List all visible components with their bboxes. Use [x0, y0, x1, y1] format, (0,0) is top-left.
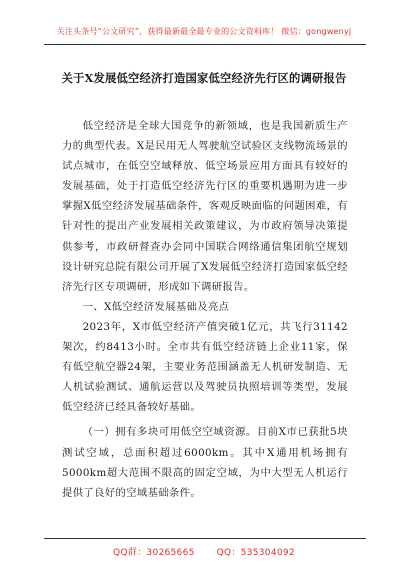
- document-body: [62, 116, 348, 503]
- header-banner: 关注头条号“公文研究”，获得最新最全最专业的公文资料库！ 微信：gongwenyj: [56, 27, 352, 36]
- intro-paragraph: 低空经济是全球大国竞争的新领域，也是我国新质生产力的典型代表。X是民用无人驾驶航空试验区支线物流场景的试点城市，在低空空域释放、低空场景应用方面具有较好的发展基础，处于打造低空经济先行区的重要机遇期为进一步掌握X低空经济发展基础条件，客观反映面临的问题困难，有针对性的提出产业发展相关政策建议，为市政府领导决策提供参考，市政研督查办会同中国联合网络通信集团航空规划设计研究总院有限公司开展了X发展低空经济打造国家低空经济先行区专项调研，形成如下调研报告。: [62, 120, 348, 293]
- stats-paragraph: 2023年，X市低空经济产值突破1亿元，共飞行31142架次，约8413小时。全市共有低空经济链上企业11家，保有低空航空器24架，主要业务范围涵盖无人机研发制造、无人机试验测试、通航运营以及驾驶员执照培训等类型，发展低空经济已经具备较好基础。: [62, 320, 348, 414]
- section-heading: 一、X低空经济发展基础及亮点: [82, 300, 230, 313]
- footer-contact: [0, 545, 408, 558]
- qq-number: QQ：535304092: [216, 548, 295, 558]
- airspace-paragraph: （一）拥有多块可用低空空域资源。目前X市已获批5块测试空域，总面积超过6000km。其中X通用机场拥有5000km超大范围不限高的固定空域，为中大型无人机运行提供了良好的空域基础条件。: [62, 426, 348, 499]
- document-title: 关于X发展低空经济打造国家低空经济先行区的调研报告: [61, 71, 347, 85]
- header-rule: [44, 44, 366, 45]
- qq-group: QQ群：30265665: [113, 548, 195, 558]
- footer-rule: [44, 538, 366, 539]
